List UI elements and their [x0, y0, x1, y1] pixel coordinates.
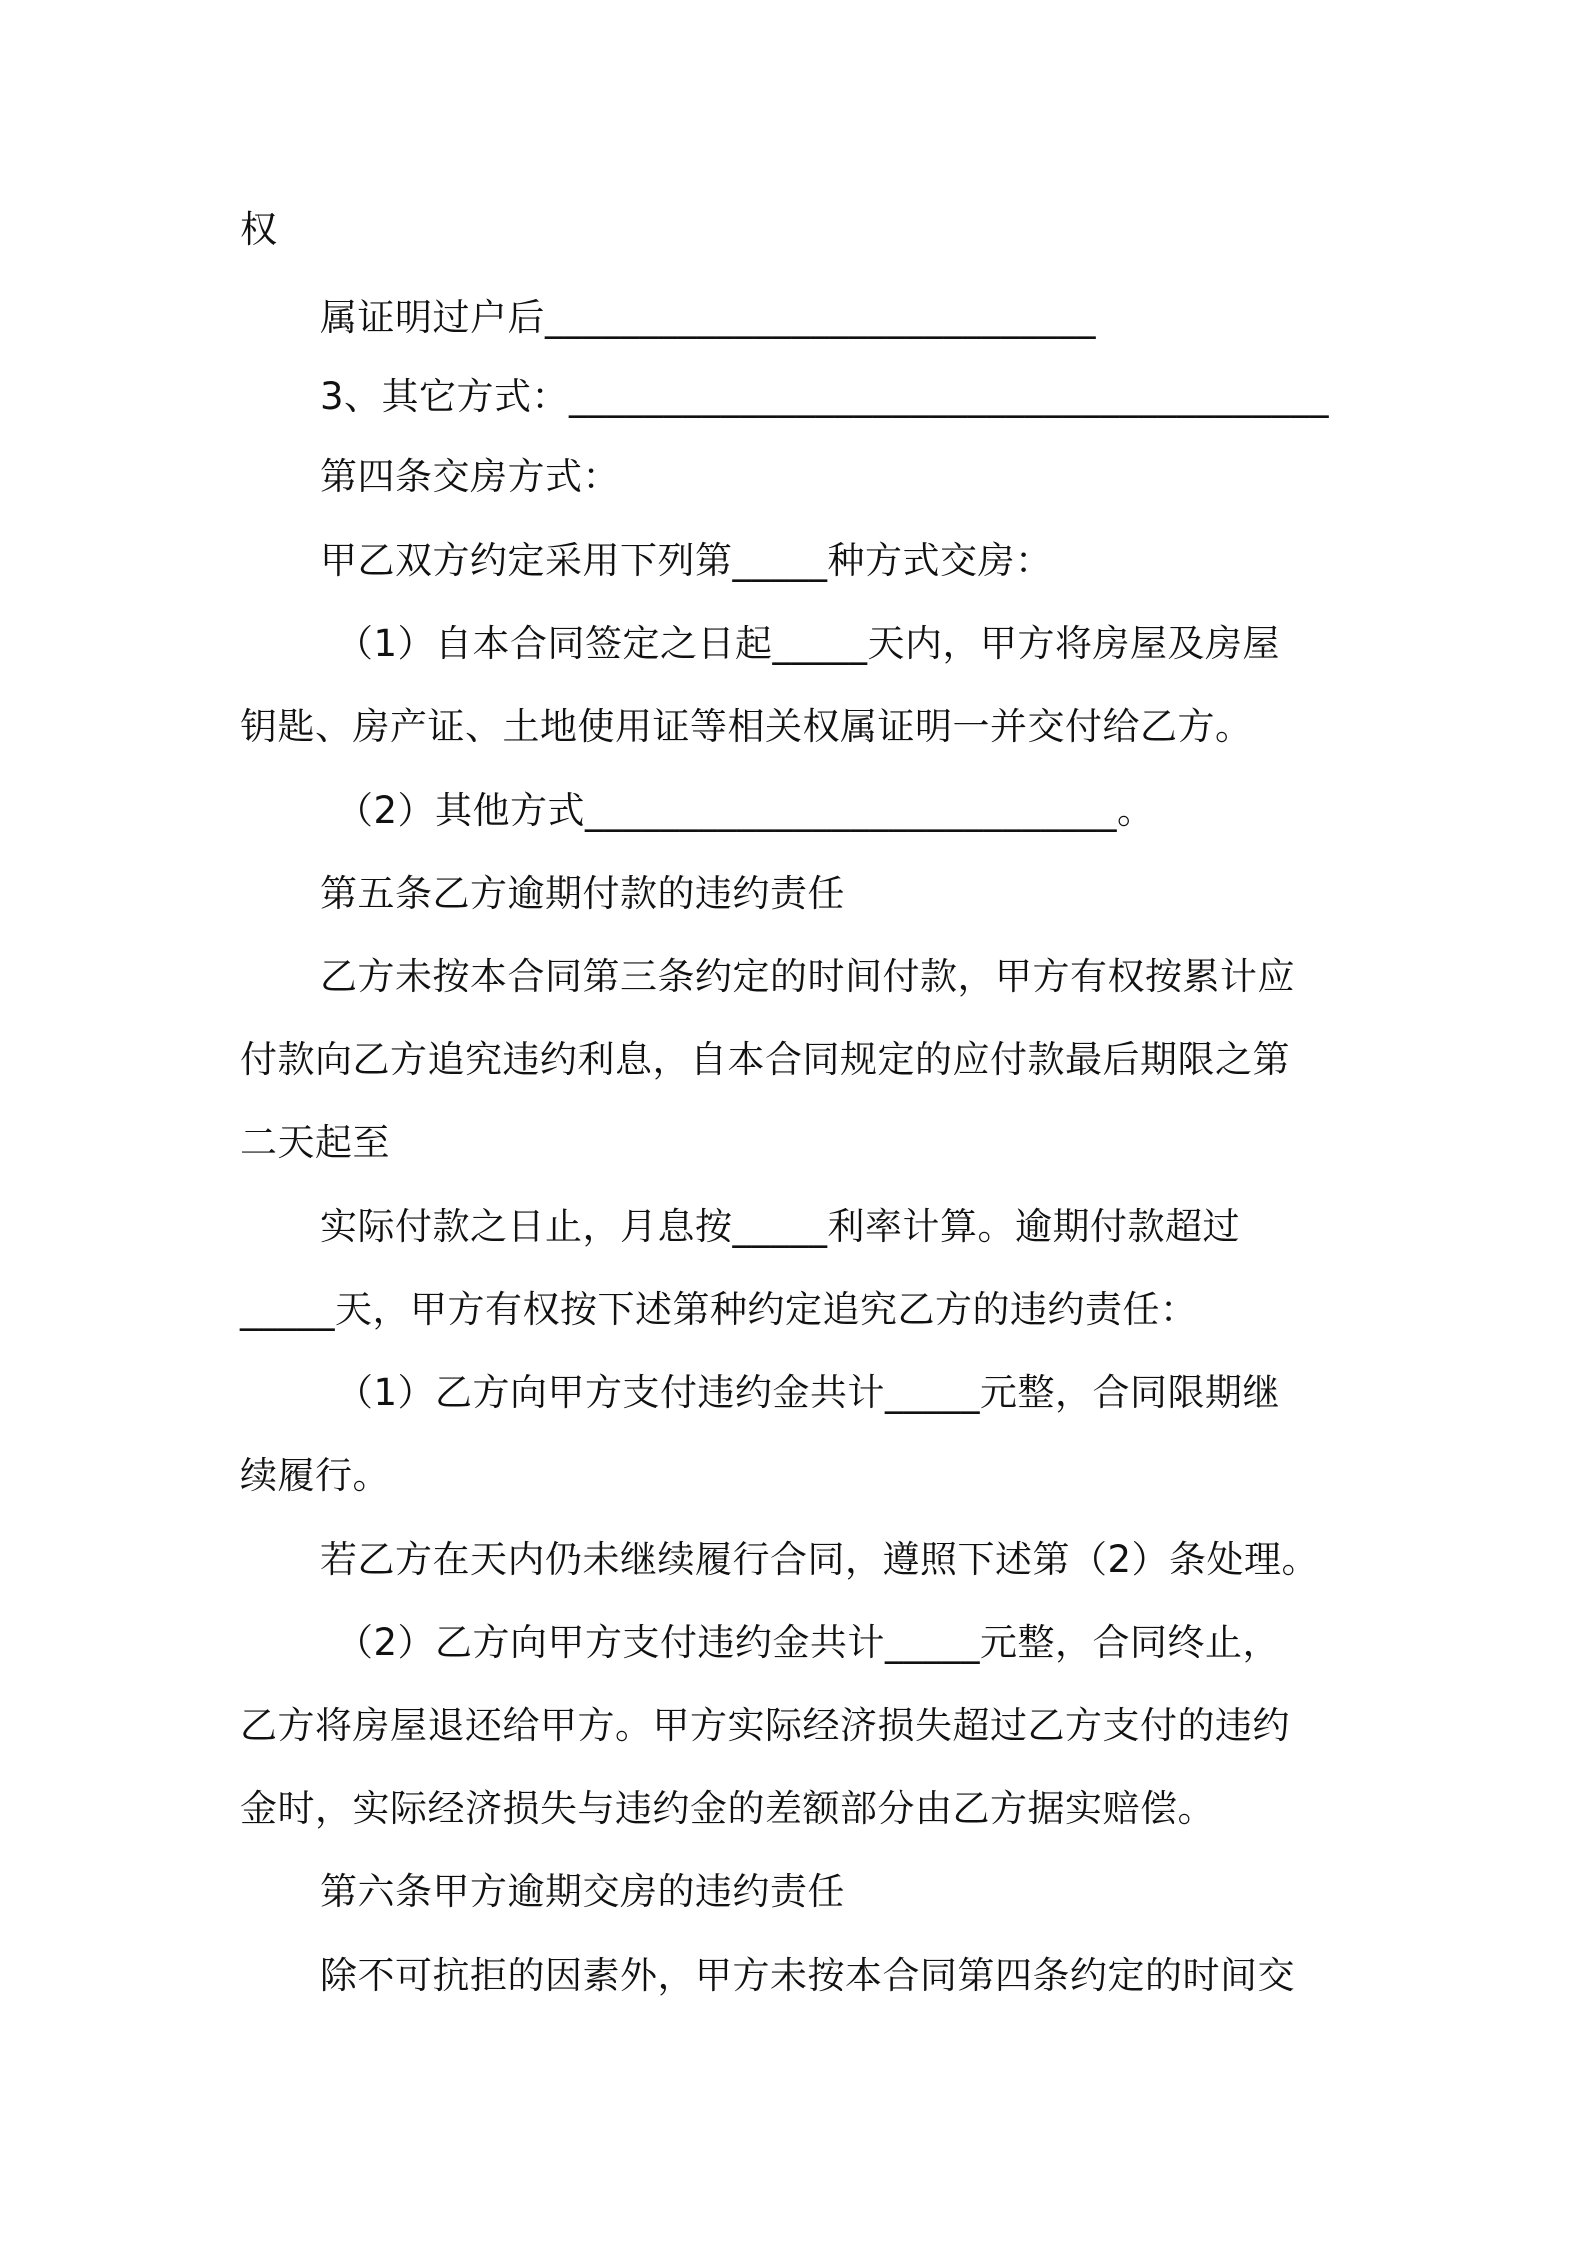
text-line: 付款向乙方追究违约利息，自本合同规定的应付款最后期限之第 — [240, 1038, 1290, 1081]
text-line: 属证明过户后_____________________________ — [320, 296, 1096, 339]
text-line: 金时，实际经济损失与违约金的差额部分由乙方据实赔偿。 — [240, 1787, 1215, 1830]
text-line: 权 — [240, 208, 278, 251]
text-line: _____天，甲方有权按下述第种约定追究乙方的违约责任： — [240, 1288, 1198, 1331]
text-line: （1）乙方向甲方支付违约金共计_____元整，合同限期继 — [336, 1371, 1281, 1414]
text-line: 二天起至 — [240, 1121, 390, 1164]
text-line: （2）其他方式____________________________。 — [336, 789, 1155, 832]
text-line: 续履行。 — [240, 1454, 390, 1497]
text-line: 甲乙双方约定采用下列第_____种方式交房： — [320, 539, 1053, 582]
text-line: 乙方未按本合同第三条约定的时间付款，甲方有权按累计应 — [320, 955, 1295, 998]
section-heading: 第五条乙方逾期付款的违约责任 — [320, 872, 845, 915]
text-line: 实际付款之日止，月息按_____利率计算。逾期付款超过 — [320, 1205, 1240, 1248]
text-line: 钥匙、房产证、土地使用证等相关权属证明一并交付给乙方。 — [240, 705, 1253, 748]
section-heading: 第四条交房方式： — [320, 455, 620, 498]
section-heading: 第六条甲方逾期交房的违约责任 — [320, 1870, 845, 1913]
text-line: 若乙方在天内仍未继续履行合同，遵照下述第（2）条处理。 — [320, 1538, 1320, 1581]
text-line: 3、其它方式：________________________________________ — [320, 375, 1330, 418]
text-line: （2）乙方向甲方支付违约金共计_____元整，合同终止， — [336, 1621, 1281, 1664]
text-line: 除不可抗拒的因素外，甲方未按本合同第四条约定的时间交 — [320, 1954, 1295, 1997]
text-line: （1）自本合同签定之日起_____天内，甲方将房屋及房屋 — [336, 622, 1281, 665]
text-line: 乙方将房屋退还给甲方。甲方实际经济损失超过乙方支付的违约 — [240, 1704, 1290, 1747]
